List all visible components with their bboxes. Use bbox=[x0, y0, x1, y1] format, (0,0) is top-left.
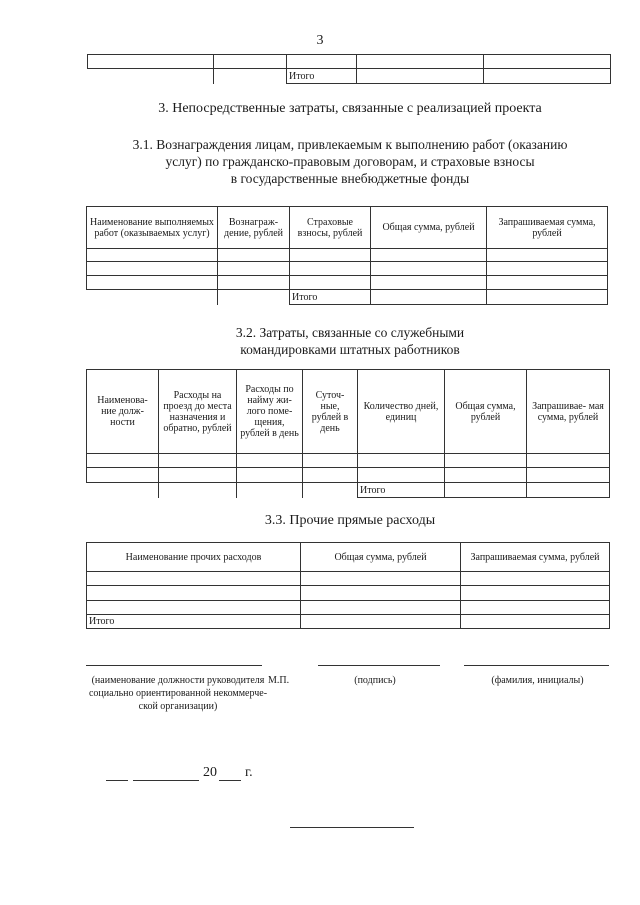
table-3-2-total: Итого bbox=[358, 483, 445, 498]
table-3-3-header-total: Общая сумма, рублей bbox=[301, 543, 461, 572]
table-3-1 bbox=[86, 206, 608, 305]
section-3-2-title bbox=[30, 324, 640, 358]
signature-line bbox=[318, 665, 440, 666]
table-row bbox=[87, 601, 610, 615]
table-row bbox=[87, 572, 610, 586]
table-row bbox=[87, 276, 608, 290]
table-3-3 bbox=[86, 542, 610, 629]
table-3-2-header-travel: Расходы на проезд до места назначения и обратно, рублей bbox=[159, 370, 237, 454]
top-table bbox=[87, 54, 611, 84]
table-3-3-header-requested: Запрашиваемая сумма, рублей bbox=[461, 543, 610, 572]
date-year-prefix: 20 bbox=[203, 765, 217, 780]
signature-caption: (подпись) bbox=[354, 675, 396, 686]
table-3-3-header-name: Наименование прочих расходов bbox=[87, 543, 301, 572]
section-3-3-title: 3.3. Прочие прямые расходы bbox=[264, 513, 436, 528]
section-3-1-title-line-2: услуг) по гражданско-правовым договорам, и страховые взносы bbox=[165, 154, 535, 169]
table-row bbox=[87, 586, 610, 601]
table-3-3-total: Итого bbox=[87, 615, 301, 629]
position-line bbox=[86, 665, 262, 666]
table-3-1-header-total: Общая сумма, рублей bbox=[371, 207, 487, 249]
table-3-1-header-reward: Вознаграж- дение, рублей bbox=[218, 207, 290, 249]
table-3-1-header-name: Наименование выполняемых работ (оказываемых услуг) bbox=[87, 207, 218, 249]
table-3-1-header-insurance: Страховые взносы, рублей bbox=[290, 207, 371, 249]
top-table-total: Итого bbox=[287, 69, 357, 84]
table-3-2-header-lodging: Расходы по найму жи- лого поме- щения, рублей в день bbox=[237, 370, 303, 454]
table-row bbox=[87, 262, 608, 276]
table-3-2 bbox=[86, 369, 610, 498]
position-caption: (наименование должности руководителя социально ориентированной некоммерче- ской организации) bbox=[88, 675, 268, 712]
section-3-title: 3. Непосредственные затраты, связанные с реализацией проекта bbox=[158, 101, 542, 116]
table-3-1-total: Итого bbox=[290, 290, 371, 305]
table-3-2-header-days: Количество дней, единиц bbox=[358, 370, 445, 454]
name-caption: (фамилия, инициалы) bbox=[491, 675, 584, 686]
page-number: 3 bbox=[316, 33, 324, 48]
date-year-suffix: г. bbox=[245, 765, 253, 780]
table-3-2-header-per-diem: Суточ- ные, рублей в день bbox=[303, 370, 358, 454]
date-year-line bbox=[219, 780, 241, 781]
section-3-2-title-line-1: 3.2. Затраты, связанные со служебными bbox=[235, 325, 465, 340]
table-3-2-header-requested: Запрашивае- мая сумма, рублей bbox=[527, 370, 610, 454]
section-3-1-title-line-1: 3.1. Вознаграждения лицам, привлекаемым к выполнению работ (оказанию bbox=[132, 137, 568, 152]
section-3-2-title-line-2: командировками штатных работников bbox=[240, 342, 460, 357]
section-3-1-title bbox=[60, 136, 640, 187]
table-3-2-header-position: Наименова- ние долж- ности bbox=[87, 370, 159, 454]
name-line bbox=[464, 665, 609, 666]
table-3-1-header-requested: Запрашиваемая сумма, рублей bbox=[487, 207, 608, 249]
table-3-2-header-total: Общая сумма, рублей bbox=[445, 370, 527, 454]
date-month-line bbox=[133, 780, 199, 781]
stamp-label: М.П. bbox=[268, 675, 290, 686]
table-row bbox=[87, 249, 608, 262]
table-row bbox=[87, 468, 610, 483]
section-3-1-title-line-3: в государственные внебюджетные фонды bbox=[230, 171, 470, 186]
table-row bbox=[87, 454, 610, 468]
date-day-line bbox=[106, 780, 128, 781]
bottom-line bbox=[290, 827, 414, 828]
